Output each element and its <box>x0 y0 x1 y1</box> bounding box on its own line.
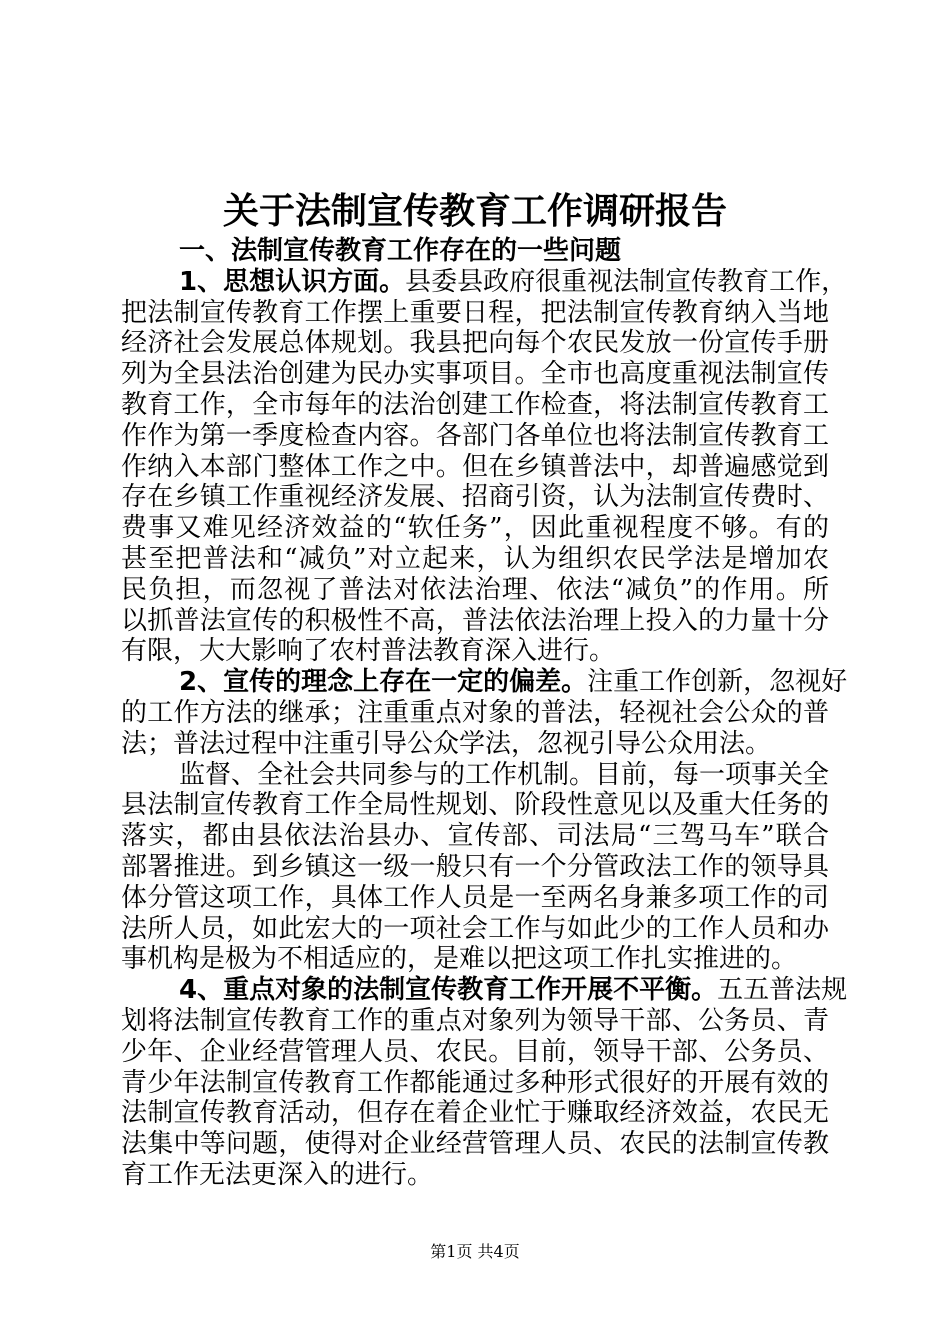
paragraph-1-line: 甚至把普法和“减负”对立起来，认为组织农民学法是增加农 <box>121 543 829 574</box>
paragraph-1-line: 有限，大大影响了农村普法教育深入进行。 <box>121 636 616 667</box>
paragraph-1-line: 作作为第一季度检查内容。各部门各单位也将法制宣传教育工 <box>121 420 829 451</box>
paragraph-4-line: 法制宣传教育活动，但存在着企业忙于赚取经济效益，农民无 <box>121 1098 829 1129</box>
paragraph-2-line: 2、宣传的理念上存在一定的偏差。注重工作创新，忽视好 <box>179 667 848 698</box>
page-number-footer: 第1页 共4页 <box>430 1242 520 1261</box>
paragraph-3-line: 体分管这项工作，具体工作人员是一至两名身兼多项工作的司 <box>121 882 829 913</box>
paragraph-2-lead: 2、宣传的理念上存在一定的偏差。 <box>179 667 588 698</box>
paragraph-1-line: 作纳入本部门整体工作之中。但在乡镇普法中，却普遍感觉到 <box>121 451 829 482</box>
section-heading: 一、法制宣传教育工作存在的一些问题 <box>179 236 622 266</box>
paragraph-1-line: 经济社会发展总体规划。我县把向每个农民发放一份宣传手册 <box>121 328 829 359</box>
paragraph-1-line: 教育工作，全市每年的法治创建工作检查，将法制宣传教育工 <box>121 389 829 420</box>
paragraph-1-lead: 1、思想认识方面。 <box>179 266 406 297</box>
paragraph-4-line: 4、重点对象的法制宣传教育工作开展不平衡。五五普法规 <box>179 975 848 1006</box>
paragraph-2-line: 的工作方法的继承；注重重点对象的普法，轻视社会公众的普 <box>121 697 829 728</box>
paragraph-1-line: 把法制宣传教育工作摆上重要日程，把法制宣传教育纳入当地 <box>121 297 829 328</box>
paragraph-1-line: 民负担，而忽视了普法对依法治理、依法“减负”的作用。所 <box>121 574 829 605</box>
paragraph-4-line: 少年、企业经营管理人员、农民。目前，领导干部、公务员、 <box>121 1036 829 1067</box>
paragraph-1-line: 以抓普法宣传的积极性不高，普法依法治理上投入的力量十分 <box>121 605 829 636</box>
paragraph-1-line: 列为全县法治创建为民办实事项目。全市也高度重视法制宣传 <box>121 359 829 390</box>
paragraph-4-line: 青少年法制宣传教育工作都能通过多种形式很好的开展有效的 <box>121 1067 829 1098</box>
paragraph-4-line: 划将法制宣传教育工作的重点对象列为领导干部、公务员、青 <box>121 1005 829 1036</box>
paragraph-1-line: 1、思想认识方面。县委县政府很重视法制宣传教育工作， <box>179 266 848 297</box>
paragraph-3-line: 监督、全社会共同参与的工作机制。目前，每一项事关全 <box>179 759 830 790</box>
paragraph-2-line: 法；普法过程中注重引导公众学法，忽视引导公众用法。 <box>121 728 772 759</box>
paragraph-3-line: 县法制宣传教育工作全局性规划、阶段性意见以及重大任务的 <box>121 790 829 821</box>
paragraph-1-line: 费事又难见经济效益的“软任务”，因此重视程度不够。有的 <box>121 513 829 544</box>
paragraph-1-line: 存在乡镇工作重视经济发展、招商引资，认为法制宣传费时、 <box>121 482 829 513</box>
paragraph-3-line: 事机构是极为不相适应的，是难以把这项工作扎实推进的。 <box>121 944 798 975</box>
paragraph-3-line: 落实，都由县依法治县办、宣传部、司法局“三驾马车”联合 <box>121 821 829 852</box>
paragraph-4-line: 法集中等问题，使得对企业经营管理人员、农民的法制宣传教 <box>121 1129 829 1160</box>
document-title: 关于法制宣传教育工作调研报告 <box>222 190 727 232</box>
paragraph-4-line: 育工作无法更深入的进行。 <box>121 1159 434 1190</box>
paragraph-3-line: 法所人员，如此宏大的一项社会工作与如此少的工作人员和办 <box>121 913 829 944</box>
paragraph-4-lead: 4、重点对象的法制宣传教育工作开展不平衡。 <box>179 975 718 1006</box>
paragraph-3-line: 部署推进。到乡镇这一级一般只有一个分管政法工作的领导具 <box>121 851 829 882</box>
document-body <box>121 236 848 1191</box>
